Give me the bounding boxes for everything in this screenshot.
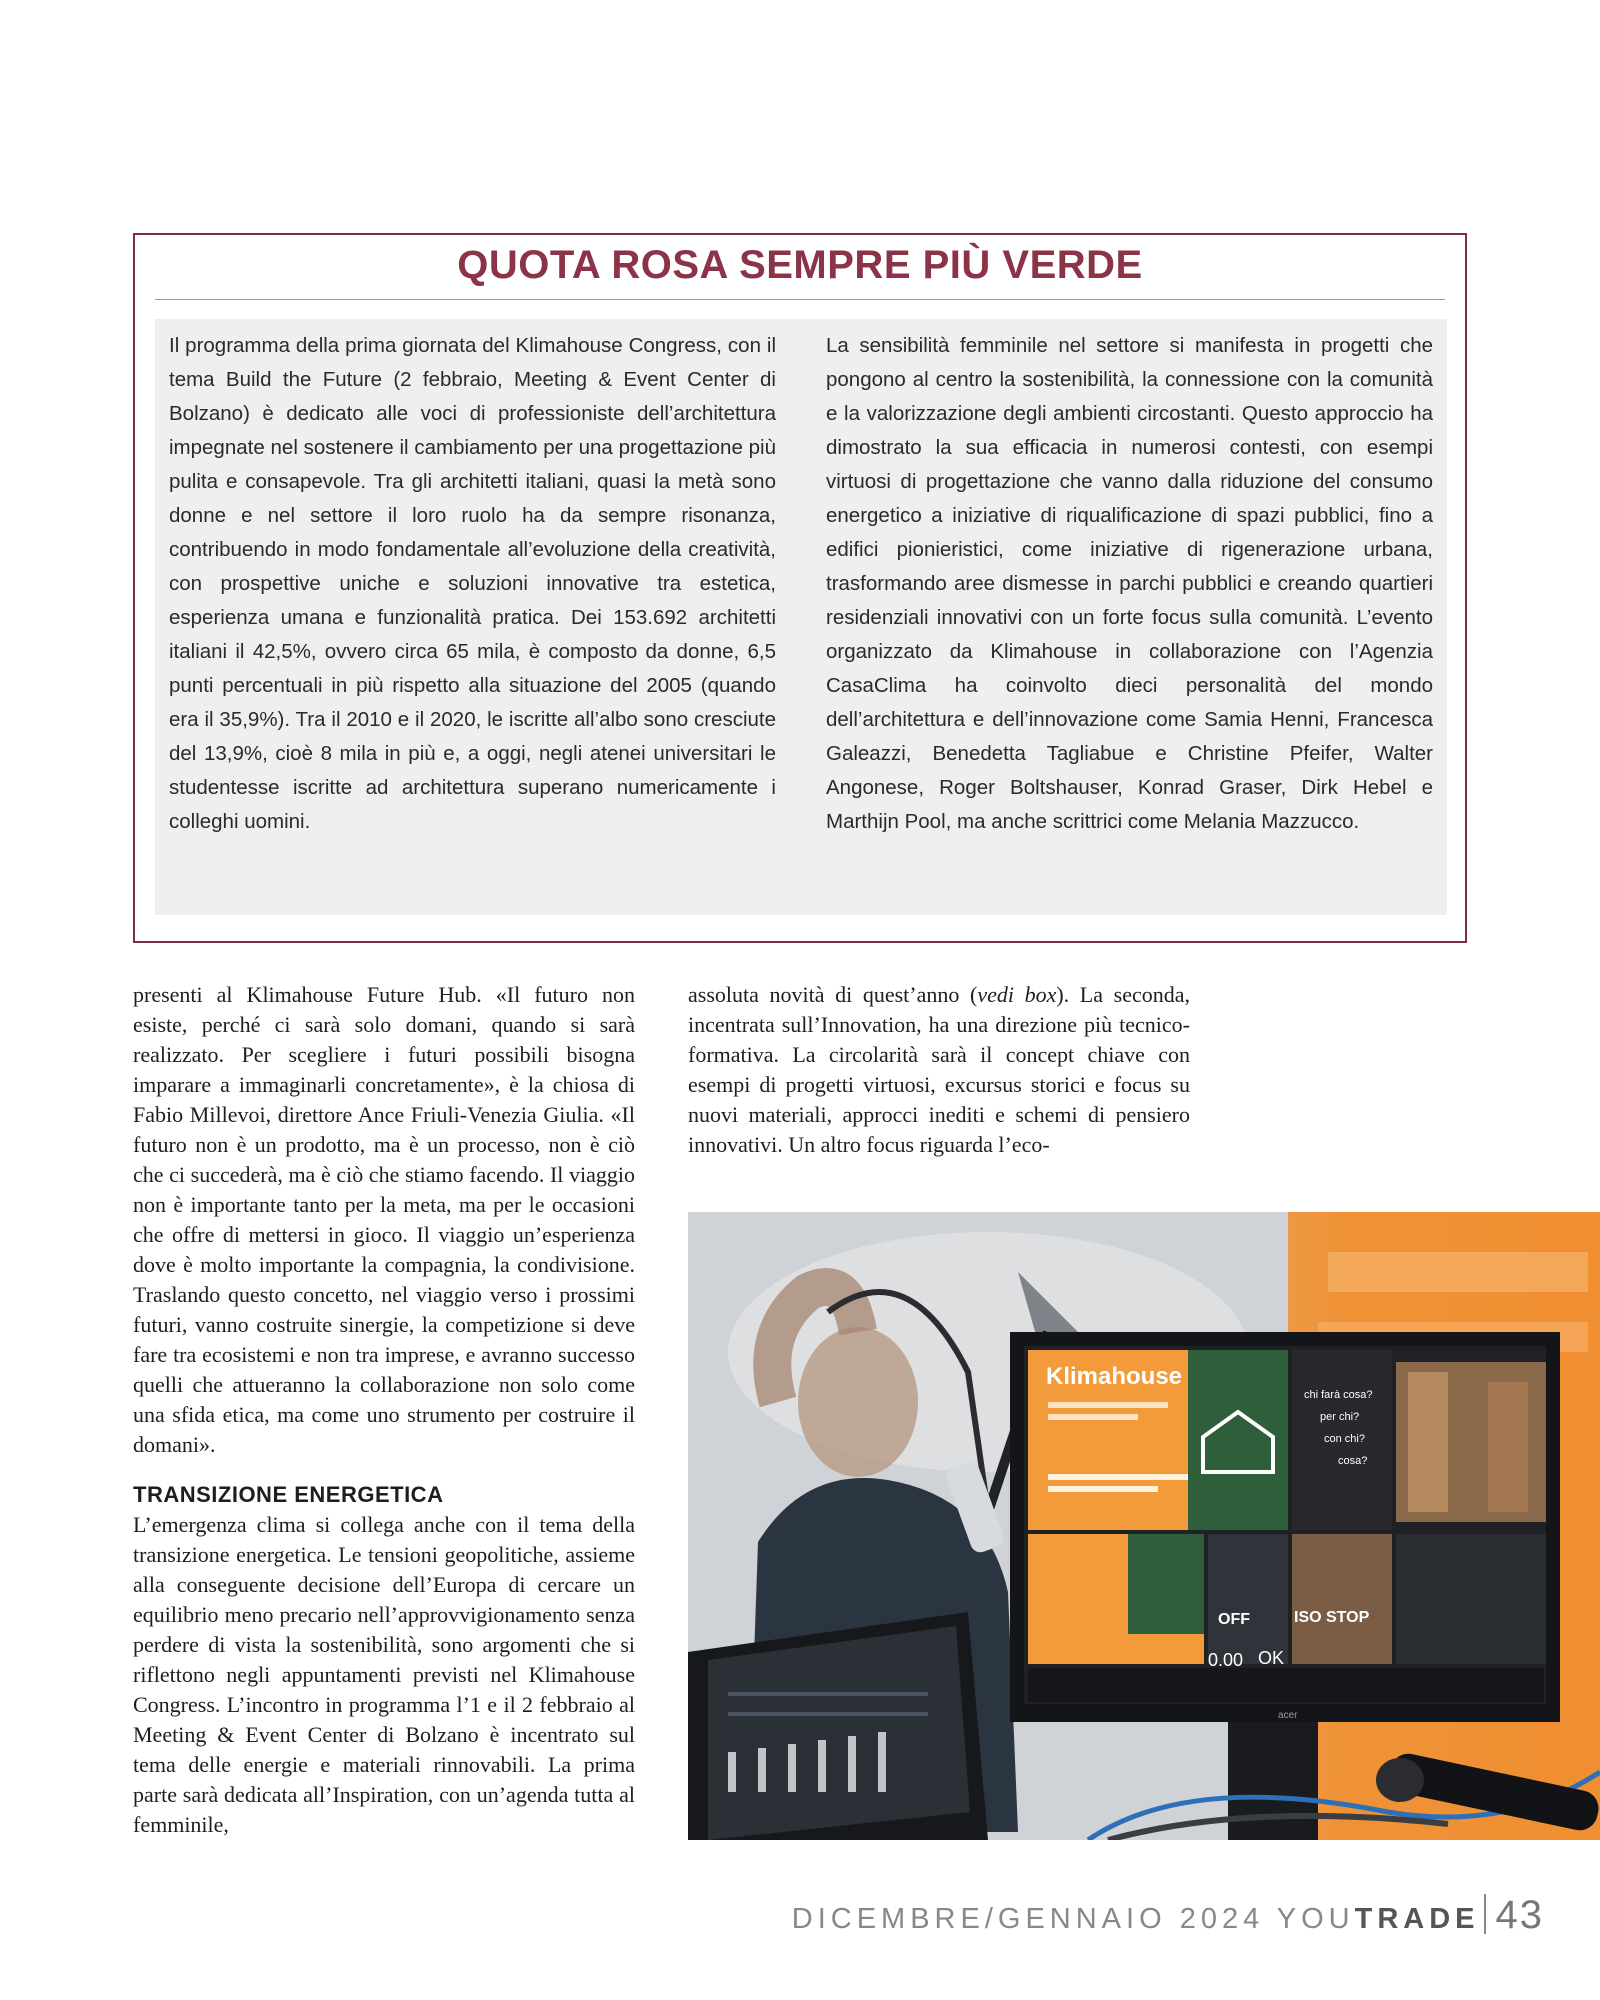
brand-you: YOU: [1276, 1903, 1355, 1935]
screen-ok-label: OK: [1258, 1648, 1285, 1668]
screen-brand: Klimahouse: [1046, 1363, 1183, 1390]
page-number: 43: [1495, 1893, 1544, 1937]
box-text-right: La sensibilità femminile nel settore si manifesta in progetti che pongono al centro la sostenibilità, la connessione con la comunità e la valorizzazione degli ambienti circostanti. Questo approccio ha dimostrato la sua efficacia in numerosi contesti, con esempi virtuosi di progettazione che vanno dalla riduzione del consumo energetico a iniziative di riqualificazione di spazi pubblici, fino a edifici pionieristici, come iniziative di rigenerazione urbana, trasformando aree dismesse in parchi pubblici e creando quartieri residenziali innovativi con un forte focus sulla comunità. L’evento organizzato da Klimahouse in collaborazione con l’Agenzia CasaClima ha coinvolto dieci personalità del mondo dell’architettura e dell’innovazione come Samia Henni, Francesca Galeazzi, Benedetta Tagliabue e Christine Pfeifer, Walter Angonese, Roger Boltshauser, Konrad Graser, Dirk Hebel e Marthijn Pool, ma anche scrittrici come Melania Mazzucco.: [826, 334, 1433, 833]
screen-iso-stop-label: ISO STOP: [1294, 1609, 1370, 1626]
box-text-left: Il programma della prima giornata del Klimahouse Congress, con il tema Build the Future (2 febbraio, Meeting & Event Center di Bolzano) è dedicato alle voci di professioniste dell’architettura impegnate nel sostenere il cambiamento per una progettazione più pulita e consapevole. Tra gli architetti italiani, quasi la metà sono donne e nel settore il loro ruolo ha da sempre risonanza, contribuendo in modo fondamentale all’evoluzione della creatività, con prospettive uniche e soluzioni innovative tra estetica, esperienza umana e funzionalità pratica. Dei 153.692 architetti italiani il 42,5%, ovvero circa 65 mila, è composto da donne, 6,5 punti percentuali in più rispetto alla situazione del 2005 (quando era il 35,9%). Tra il 2010 e il 2020, le iscritte all’albo sono cresciute del 13,9%, cioè 8 mila in più e, a oggi, negli atenei universitari le studentesse iscritte ad architettura superano numericamente i colleghi uomini.: [169, 334, 776, 833]
brand-trade: TRADE: [1354, 1903, 1480, 1935]
screen-question-4: cosa?: [1338, 1455, 1368, 1467]
event-photo: [688, 1212, 1600, 1840]
monitor-brand: acer: [1278, 1710, 1298, 1721]
box-title: QUOTA ROSA SEMPRE PIÙ VERDE: [457, 243, 1143, 287]
article-paragraph: L’emergenza clima si collega anche con il tema della transizione energetica. Le tensioni geopolitiche, assieme alla conseguente decisione dell’Europa di cercare un equilibrio meno precario nell’approvvigionamento senza perdere di vista la sostenibilità, sono argomenti che si riflettono negli appuntamenti previsti nel Klimahouse Congress. L’incontro in programma l’1 e il 2 febbraio al Meeting & Event Center di Bolzano è incentrato sul tema delle energie e materiali rinnovabili. La prima parte sarà dedicata all’Inspiration, con un’agenda tutta al femminile,: [133, 1512, 635, 1837]
issue-date: DICEMBRE/GENNAIO 2024: [791, 1903, 1265, 1935]
box-divider: [155, 299, 1445, 300]
section-heading: TRANSIZIONE ENERGETICA: [133, 1482, 444, 1507]
page-footer: [792, 1893, 1544, 1938]
screen-question-1: chi farà cosa?: [1304, 1389, 1373, 1401]
article-paragraph: presenti al Klimahouse Future Hub. «Il futuro non esiste, perché ci sarà solo domani, quando si sarà realizzato. Per scegliere i futuri possibili bisogna imparare a immaginarli concretamente», è la chiosa di Fabio Millevoi, direttore Ance Friuli-Venezia Giulia. «Il futuro non è un prodotto, ma è un processo, non è ciò che ci succederà, ma è ciò che stiamo facendo. Il viaggio non è importante tanto per la meta, ma per le occasioni che offre di mettersi in gioco. Il viaggio un’esperienza dove è molto importante la compagnia, la condivisione. Traslando questo concetto, nel viaggio verso i prossimi futuri, vanno costruite sinergie, la competizione si deve fare tra ecosistemi e non tra imprese, e avranno successo quelli che attueranno la collaborazione non solo come una sfida etica, ma come uno strumento per costruire il domani».: [133, 982, 635, 1457]
screen-question-3: con chi?: [1324, 1433, 1365, 1445]
article-paragraph: assoluta novità di quest’anno (vedi box). La seconda, incentrata sull’Innovation, ha una direzione più tecnico-formativa. La circolarità sarà il concept chiave con esempi di progetti virtuosi, excursus storici e focus su nuovi materiali, approcci inediti e schemi di pensiero innovativi. Un altro focus riguarda l’eco-: [688, 982, 1190, 1157]
screen-value: 0.00: [1208, 1650, 1244, 1670]
sidebar-box: [133, 233, 1467, 943]
box-reference: vedi box: [977, 982, 1057, 1007]
article-column-right: [688, 980, 1190, 1160]
screen-question-2: per chi?: [1320, 1411, 1360, 1423]
screen-off-label: OFF: [1218, 1611, 1250, 1628]
article-column-left: [133, 980, 635, 1840]
footer-divider: [1484, 1894, 1486, 1934]
box-content: [155, 319, 1447, 915]
